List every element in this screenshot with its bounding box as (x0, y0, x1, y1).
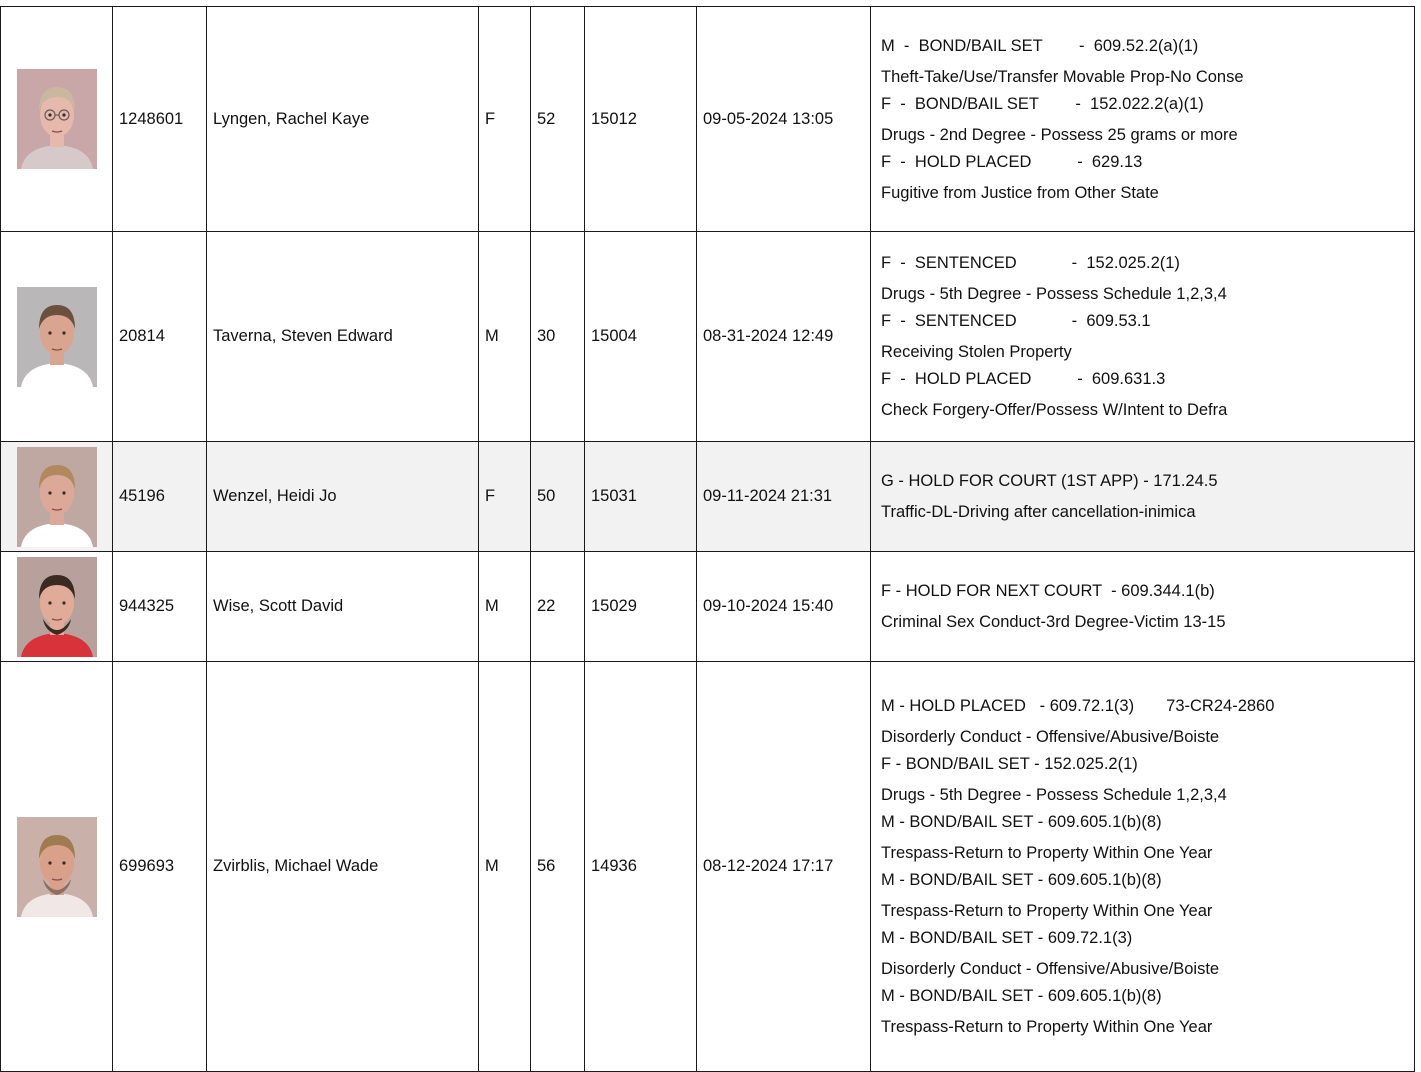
booking-number: 15029 (585, 552, 697, 662)
inmate-name: Taverna, Steven Edward (207, 232, 479, 442)
mugshot-cell (1, 662, 113, 1072)
charges-cell (871, 232, 1415, 442)
inmate-roster-table (0, 6, 1415, 1072)
charge-entry (881, 696, 1404, 747)
booking-number: 15031 (585, 442, 697, 552)
charge-entry (881, 36, 1404, 87)
inmate-age: 56 (531, 662, 585, 1072)
charge-description: Drugs - 5th Degree - Possess Schedule 1,2,3,4 (881, 285, 1227, 303)
mugshot-cell (1, 552, 113, 662)
charge-gap (881, 979, 1404, 986)
charge-status: M - HOLD PLACED - 609.72.1(3) 73-CR24-2860 (881, 697, 1275, 715)
charge-status: M - BOND/BAIL SET - 609.72.1(3) (881, 929, 1133, 947)
charge-gap (881, 747, 1404, 754)
charge-description: Disorderly Conduct - Offensive/Abusive/Boiste (881, 960, 1220, 978)
mugshot-photo[interactable] (17, 69, 97, 169)
mugshot-cell (1, 7, 113, 232)
inmate-sex: F (479, 7, 531, 232)
inmate-id: 20814 (113, 232, 207, 442)
charge-status: F - HOLD FOR NEXT COURT - 609.344.1(b) (881, 582, 1215, 600)
inmate-age: 30 (531, 232, 585, 442)
charge-gap (881, 805, 1404, 812)
charge-status: F - HOLD PLACED - 629.13 (881, 152, 1143, 171)
charge-entry (881, 986, 1404, 1037)
inmate-name: Wenzel, Heidi Jo (207, 442, 479, 552)
charge-entry (881, 94, 1404, 145)
charge-status: M - BOND/BAIL SET - 609.605.1(b)(8) (881, 987, 1162, 1005)
charge-description: Drugs - 5th Degree - Possess Schedule 1,2,3,4 (881, 786, 1227, 804)
charge-status: F - BOND/BAIL SET - 152.025.2(1) (881, 755, 1138, 773)
mugshot-cell (1, 442, 113, 552)
charge-entry (881, 812, 1404, 863)
charge-description: Theft-Take/Use/Transfer Movable Prop-No Conse (881, 67, 1244, 86)
booking-date: 09-11-2024 21:31 (697, 442, 871, 552)
charge-gap (881, 87, 1404, 94)
charge-description: Trespass-Return to Property Within One Year (881, 844, 1213, 862)
charge-status: M - BOND/BAIL SET - 609.605.1(b)(8) (881, 871, 1162, 889)
booking-date: 09-10-2024 15:40 (697, 552, 871, 662)
inmate-id: 699693 (113, 662, 207, 1072)
charge-status: F - BOND/BAIL SET - 152.022.2(a)(1) (881, 94, 1204, 113)
charge-entry (881, 152, 1404, 203)
inmate-sex: M (479, 662, 531, 1072)
inmate-sex: F (479, 442, 531, 552)
booking-number: 15004 (585, 232, 697, 442)
charge-description: Drugs - 2nd Degree - Possess 25 grams or more (881, 125, 1238, 144)
inmate-age: 50 (531, 442, 585, 552)
mugshot-photo[interactable] (17, 557, 97, 657)
mugshot-cell (1, 232, 113, 442)
charge-description: Check Forgery-Offer/Possess W/Intent to Defra (881, 401, 1228, 419)
charge-status: F - SENTENCED - 152.025.2(1) (881, 254, 1180, 272)
charges-cell (871, 662, 1415, 1072)
inmate-name: Lyngen, Rachel Kaye (207, 7, 479, 232)
charge-entry (881, 471, 1404, 522)
charge-entry (881, 754, 1404, 805)
charge-description: Criminal Sex Conduct-3rd Degree-Victim 13-15 (881, 613, 1226, 631)
inmate-id: 944325 (113, 552, 207, 662)
inmate-sex: M (479, 232, 531, 442)
charge-entry (881, 369, 1404, 420)
charge-entry (881, 311, 1404, 362)
charge-status: G - HOLD FOR COURT (1ST APP) - 171.24.5 (881, 472, 1218, 490)
charge-description: Traffic-DL-Driving after cancellation-inimica (881, 503, 1196, 521)
charge-status: F - SENTENCED - 609.53.1 (881, 312, 1151, 330)
mugshot-photo[interactable] (17, 287, 97, 387)
table-row[interactable] (1, 552, 1415, 662)
table-row[interactable] (1, 232, 1415, 442)
charge-description: Fugitive from Justice from Other State (881, 183, 1159, 202)
charge-gap (881, 921, 1404, 928)
table-row[interactable] (1, 7, 1415, 232)
table-row[interactable] (1, 662, 1415, 1072)
booking-date: 08-31-2024 12:49 (697, 232, 871, 442)
charge-description: Receiving Stolen Property (881, 343, 1072, 361)
charges-cell (871, 552, 1415, 662)
charges-cell (871, 7, 1415, 232)
charge-status: M - BOND/BAIL SET - 609.52.2(a)(1) (881, 36, 1199, 55)
inmate-name: Zvirblis, Michael Wade (207, 662, 479, 1072)
charge-description: Trespass-Return to Property Within One Year (881, 902, 1213, 920)
booking-number: 15012 (585, 7, 697, 232)
charge-entry (881, 581, 1404, 632)
inmate-id: 1248601 (113, 7, 207, 232)
charge-gap (881, 145, 1404, 152)
charge-gap (881, 304, 1404, 311)
charges-cell (871, 442, 1415, 552)
charge-description: Trespass-Return to Property Within One Year (881, 1018, 1213, 1036)
booking-date: 08-12-2024 17:17 (697, 662, 871, 1072)
booking-date: 09-05-2024 13:05 (697, 7, 871, 232)
charge-description: Disorderly Conduct - Offensive/Abusive/Boiste (881, 728, 1220, 746)
charge-gap (881, 362, 1404, 369)
charge-entry (881, 870, 1404, 921)
charge-gap (881, 863, 1404, 870)
inmate-id: 45196 (113, 442, 207, 552)
inmate-age: 52 (531, 7, 585, 232)
inmate-age: 22 (531, 552, 585, 662)
booking-number: 14936 (585, 662, 697, 1072)
inmate-name: Wise, Scott David (207, 552, 479, 662)
inmate-sex: M (479, 552, 531, 662)
table-row[interactable] (1, 442, 1415, 552)
charge-status: M - BOND/BAIL SET - 609.605.1(b)(8) (881, 813, 1162, 831)
mugshot-photo[interactable] (17, 447, 97, 547)
charge-status: F - HOLD PLACED - 609.631.3 (881, 370, 1166, 388)
mugshot-photo[interactable] (17, 817, 97, 917)
charge-entry (881, 928, 1404, 979)
charge-entry (881, 253, 1404, 304)
